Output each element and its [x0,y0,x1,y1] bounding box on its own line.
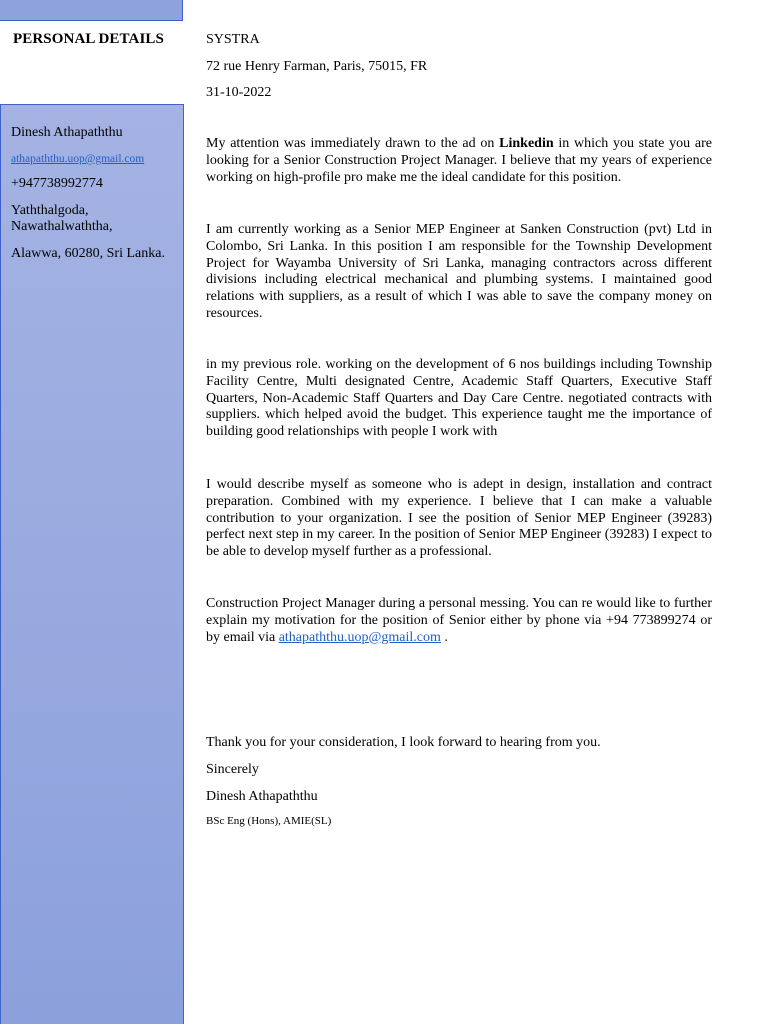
sender-name: Dinesh Athapaththu [11,125,123,140]
personal-details-heading: PERSONAL DETAILS [13,31,164,47]
contact-text: Construction Project Manager during a personal messing. You can re would like to further explain my motivation for the position of Senior either by phone via +94 773899274 or by email via [206,596,712,645]
letter-paragraph-previous-role: in my previous role. working on the development of 6 nos buildings including Township Facility Centre, Multi designated Centre, Academic Staff Quarters, Executive Staff Quarters, Non-Academic Staff Quarters and Day Care Centre. negotiated contracts with suppliers. which helped avoid the budget. This experience taught me the importance of building good relationships with people I work with [206,357,712,440]
intro-text-start: My attention was immediately drawn to the ad on [206,136,500,151]
contact-text-end: . [440,629,448,645]
signature-name: Dinesh Athapaththu [206,789,318,804]
intro-text-end: in which you state you are looking for a Senior Construction Project Manager. I believe that my years of experience working on high-profile pro make me the ideal candidate for this position. [206,136,712,185]
sender-address-line2: Nawathalwaththa, [11,219,113,234]
sender-phone: +947738992774 [11,176,103,191]
contact-email-link[interactable]: athapaththu.uop@gmail.com [278,629,441,645]
letter-paragraph-contact [206,596,712,646]
thank-you-line: Thank you for your consideration, I look forward to hearing from you. [206,735,601,750]
signature-credentials: BSc Eng (Hons), AMIE(SL) [206,815,332,827]
linkedin-text: Linkedin [499,136,554,151]
sign-off: Sincerely [206,762,259,777]
sender-address-line3: Alawwa, 60280, Sri Lanka. [11,246,165,261]
sender-address-line1: Yaththalgoda, [11,203,89,218]
recipient-address: 72 rue Henry Farman, Paris, 75015, FR [206,59,428,74]
letter-paragraph-self-description: I would describe myself as someone who is adept in design, installation and contract preparation. Combined with my experience. I believe that I can make a valuable contribution to your organization. I see the position of Senior MEP Engineer (39283) perfect next step in my career. In the position of Senior MEP Engineer (39283) I expect to be able to develop myself further as a professional. [206,477,712,560]
letter-paragraph-current-role: I am currently working as a Senior MEP Engineer at Sanken Construction (pvt) Ltd in Colombo, Sri Lanka. In this position I am responsible for the Township Development Project for Wayamba University of Sri Lanka, managing contractors across different divisions including electrical mechanical and plumbing systems. I maintained good relations with suppliers, as a result of which I was able to save the company money on resources. [206,222,712,321]
letter-date: 31-10-2022 [206,85,272,100]
sender-email-link[interactable]: athapaththu.uop@gmail.com [11,153,145,165]
letter-paragraph-intro [206,136,712,186]
personal-details-sidebar [0,104,184,1024]
sidebar-top-band [0,0,183,21]
recipient-company: SYSTRA [206,32,260,47]
